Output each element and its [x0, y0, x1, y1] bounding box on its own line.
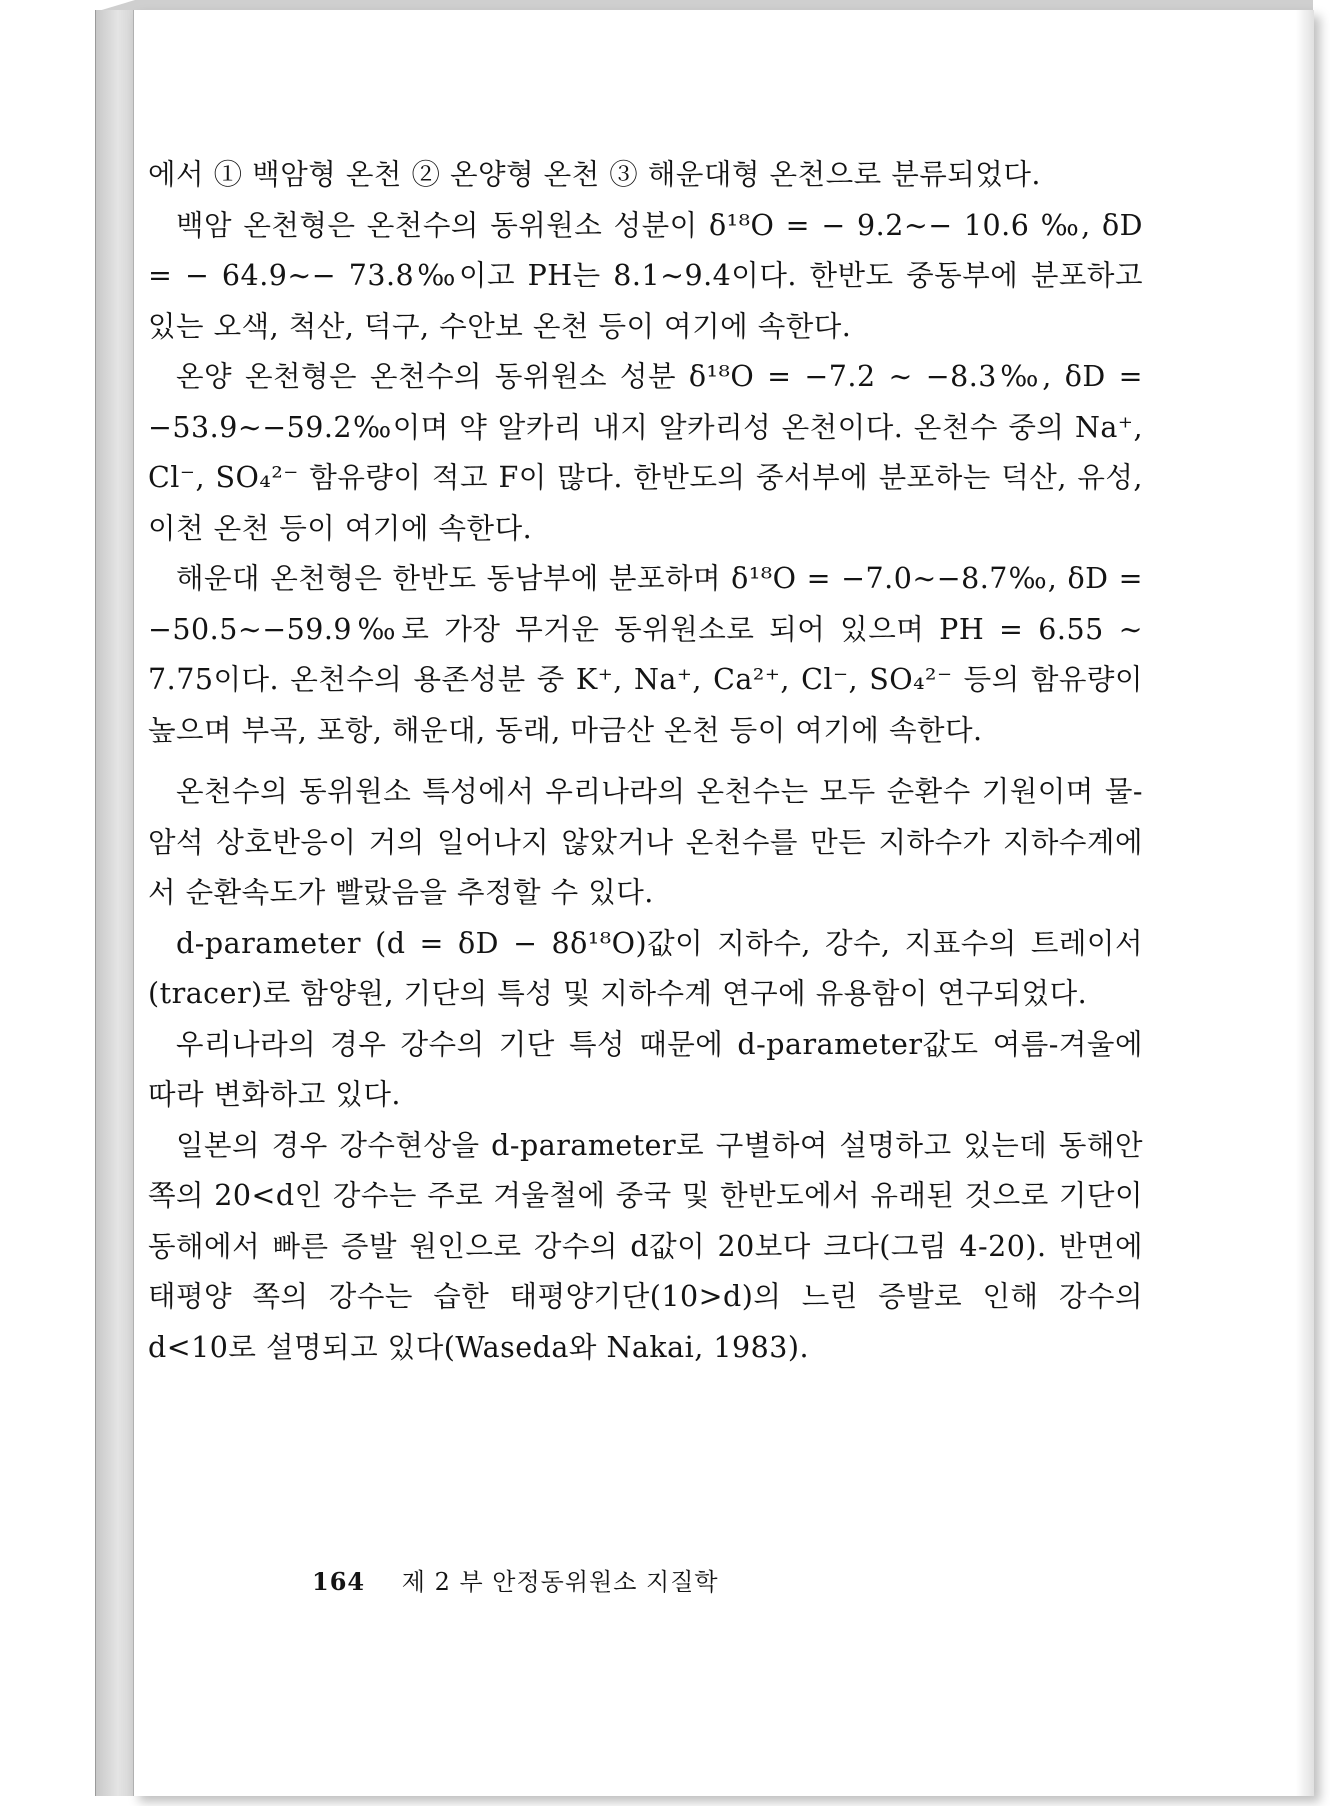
paragraph: 온천수의 동위원소 특성에서 우리나라의 온천수는 모두 순환수 기원이며 물-암석 상호반응이 거의 일어나지 않았거나 온천수를 만든 지하수가 지하수계에서 순환속도가 빨랐음을 추정할 수 있다.	[148, 775, 1143, 909]
book-spine	[95, 10, 136, 1796]
paragraph: d-parameter (d = δD − 8δ¹⁸O)값이 지하수, 강수, 지표수의 트레이서(tracer)로 함양원, 기단의 특성 및 지하수계 연구에 유용함이 연구되었다.	[148, 926, 1143, 1010]
paragraph: 해운대 온천형은 한반도 동남부에 분포하며 δ¹⁸O = −7.0∼−8.7‰, δD = −50.5∼−59.9‰로 가장 무거운 동위원소로 되어 있으며 PH = 6.55 ∼ 7.75이다. 온천수의 용존성분 중 K⁺, Na⁺, Ca²⁺, Cl⁻, SO₄²⁻ 등의 함유량이 높으며 부곡, 포항, 해운대, 동래, 마금산 온천 등이 여기에 속한다.	[148, 562, 1143, 747]
body-text	[148, 150, 1143, 1373]
paragraph: 일본의 경우 강수현상을 d-parameter로 구별하여 설명하고 있는데 동해안 쪽의 20<d인 강수는 주로 겨울철에 중국 및 한반도에서 유래된 것으로 기단이 동해에서 빠른 증발 원인으로 강수의 d값이 20보다 크다(그림 4-20). 반면에 태평양 쪽의 강수는 습한 태평양기단(10>d)의 느린 증발로 인해 강수의 d<10로 설명되고 있다(Waseda와 Nakai, 1983).	[148, 1128, 1143, 1364]
page-edge-shadow	[1296, 10, 1314, 1796]
section-title: 제 2 부 안정동위원소 지질학	[401, 1568, 719, 1596]
paragraph: 온양 온천형은 온천수의 동위원소 성분 δ¹⁸O = −7.2 ∼ −8.3‰, δD = −53.9∼−59.2‰이며 약 알카리 내지 알카리성 온천이다. 온천수 중의 Na⁺, Cl⁻, SO₄²⁻ 함유량이 적고 F이 많다. 한반도의 중서부에 분포하는 덕산, 유성, 이천 온천 등이 여기에 속한다.	[148, 360, 1143, 545]
paragraph: 에서 ① 백암형 온천 ② 온양형 온천 ③ 해운대형 온천으로 분류되었다.	[148, 158, 1041, 191]
page-footer	[312, 1562, 719, 1597]
paragraph: 우리나라의 경우 강수의 기단 특성 때문에 d-parameter값도 여름-겨울에 따라 변화하고 있다.	[148, 1027, 1143, 1111]
page-number: 164	[312, 1567, 366, 1596]
paragraph: 백암 온천형은 온천수의 동위원소 성분이 δ¹⁸O = − 9.2∼− 10.6 ‰, δD = − 64.9∼− 73.8‰이고 PH는 8.1∼9.4이다. 한반도 중동부에 분포하고 있는 오색, 척산, 덕구, 수안보 온천 등이 여기에 속한다.	[148, 208, 1143, 343]
